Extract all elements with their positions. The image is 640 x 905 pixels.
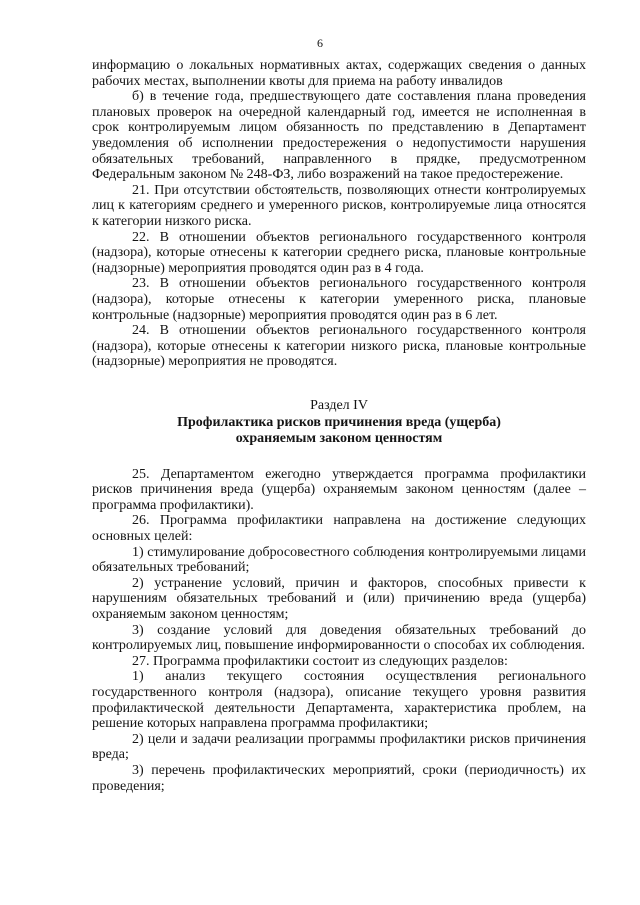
paragraph: б) в течение года, предшествующего дате составления плана проведения плановых проверок на очередной календарный год, имеется не исполненная в срок контролируемым лицом обязанность по представлению в Департамент уведомления об исполнении предостережения о недопустимости нарушения обязательных требований, направленного в прядке, предусмотренном Федеральным законом № 248-ФЗ, либо возражений на такое предостережение. [92, 89, 586, 183]
paragraph: информацию о локальных нормативных актах, содержащих сведения о данных рабочих местах, выполнении квоты для приема на работу инвалидов [92, 58, 586, 89]
paragraph: 21. При отсутствии обстоятельств, позволяющих отнести контролируемых лиц к категориям среднего и умеренного рисков, контролируемые лица относятся к категории низкого риска. [92, 182, 586, 229]
paragraph: 24. В отношении объектов регионального государственного контроля (надзора), которые отнесены к категории низкого риска, плановые контрольные (надзорные) мероприятия не проводятся. [92, 323, 586, 370]
section-title-line-1: Профилактика рисков причинения вреда (ущерба) [177, 415, 501, 431]
paragraph: 25. Департаментом ежегодно утверждается программа профилактики рисков причинения вреда (ущерба) охраняемым законом ценностям (далее – программа профилактики). [92, 466, 586, 513]
paragraph: 27. Программа профилактики состоит из следующих разделов: [132, 653, 508, 669]
list-item: 3) перечень профилактических мероприятий, сроки (периодичность) их проведения; [92, 762, 586, 794]
paragraph: 23. В отношении объектов регионального государственного контроля (надзора), которые отнесены к категории умеренного риска, плановые контрольные (надзорные) мероприятия проводятся один раз в 6 лет. [92, 276, 586, 323]
section-title-line-2: охраняемым законом ценностям [235, 431, 443, 447]
page-number: 6 [317, 36, 323, 50]
list-item: 1) анализ текущего состояния осуществления регионального государственного контроля (надзора), описание текущего уровня развития профилактической деятельности Департамента, характеристика проблем, на решение которых направлена программа профилактики; [92, 669, 586, 732]
paragraph: 22. В отношении объектов регионального государственного контроля (надзора), которые отнесены к категории среднего риска, плановые контрольные (надзорные) мероприятия проводятся один раз в 4 года. [92, 229, 586, 276]
document-body [92, 58, 586, 794]
list-item: 3) создание условий для доведения обязательных требований до контролируемых лиц, повышение информированности о способах их соблюдения. [92, 622, 586, 654]
section-number: Раздел IV [310, 397, 368, 413]
list-item: 2) устранение условий, причин и факторов, способных привести к нарушениям обязательных требований и (или) причинению вреда (ущерба) охраняемым законом ценностям; [92, 575, 586, 622]
list-item: 1) стимулирование добросовестного соблюдения контролируемыми лицами обязательных требований; [92, 544, 586, 576]
list-item: 2) цели и задачи реализации программы профилактики рисков причинения вреда; [92, 731, 586, 763]
paragraph: 26. Программа профилактики направлена на достижение следующих основных целей: [92, 513, 586, 545]
section-heading [92, 398, 586, 447]
